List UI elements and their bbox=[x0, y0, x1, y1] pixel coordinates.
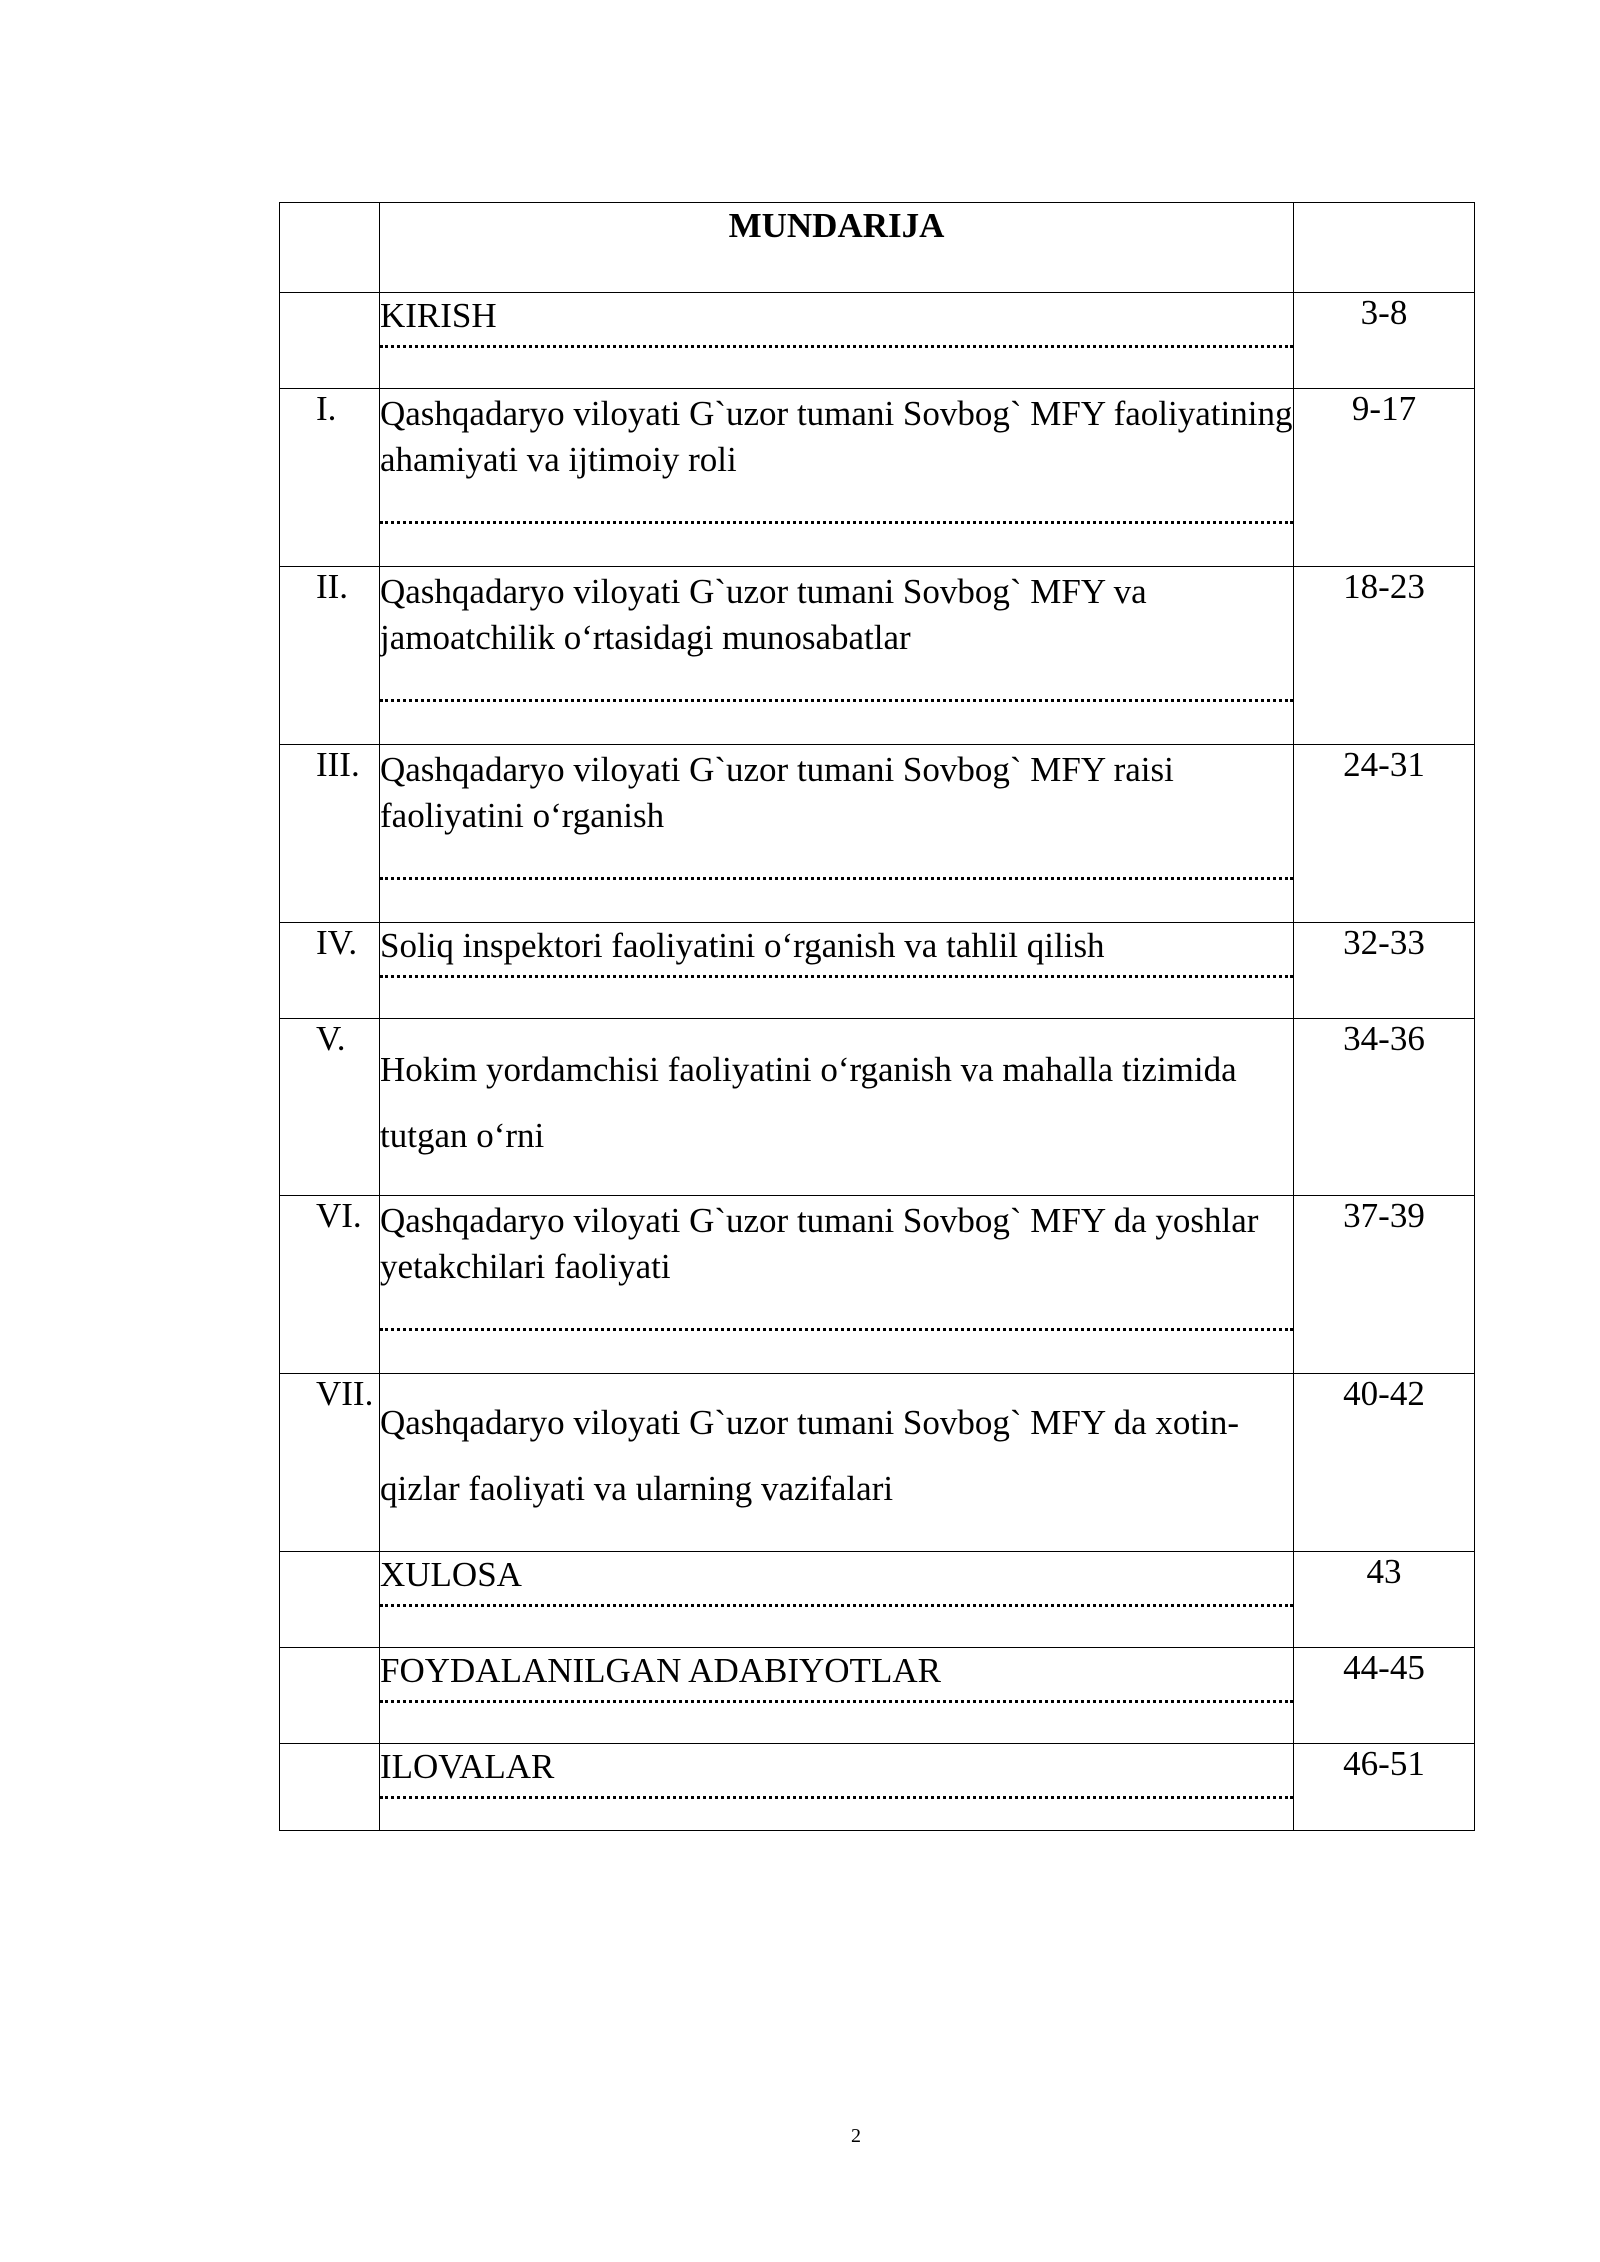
dot-leader bbox=[380, 345, 1293, 348]
dot-leader bbox=[380, 975, 1293, 978]
toc-row-pages: 32-33 bbox=[1294, 923, 1475, 1019]
toc-row-title-cell bbox=[380, 1196, 1294, 1374]
toc-row bbox=[280, 1552, 1475, 1648]
toc-row-num bbox=[280, 293, 380, 389]
toc-row-num: VII. bbox=[280, 1374, 380, 1552]
toc-row bbox=[280, 567, 1475, 745]
toc-row-title-cell bbox=[380, 745, 1294, 923]
toc-row-title: FOYDALANILGAN ADABIYOTLAR bbox=[380, 1651, 941, 1690]
toc-row bbox=[280, 1648, 1475, 1744]
toc-row-pages: 9-17 bbox=[1294, 389, 1475, 567]
dot-leader bbox=[380, 521, 1293, 524]
toc-row-num: VI. bbox=[280, 1196, 380, 1374]
toc-header-num-cell bbox=[280, 203, 380, 293]
toc-row-title-cell bbox=[380, 567, 1294, 745]
toc-heading: MUNDARIJA bbox=[380, 203, 1294, 293]
toc-row-pages: 34-36 bbox=[1294, 1019, 1475, 1196]
toc-row-title: Qashqadaryo viloyati G`uzor tumani Sovbog` MFY da xotin-qizlar faoliyati va ularning vazifalari bbox=[380, 1403, 1239, 1508]
dot-leader bbox=[380, 1796, 1293, 1799]
toc-row-title: KIRISH bbox=[380, 296, 497, 335]
toc-row-pages: 46-51 bbox=[1294, 1744, 1475, 1831]
toc-row-pages: 40-42 bbox=[1294, 1374, 1475, 1552]
toc-header-page-cell bbox=[1294, 203, 1475, 293]
toc-row bbox=[280, 1744, 1475, 1831]
toc-row-num: II. bbox=[280, 567, 380, 745]
dot-leader bbox=[380, 699, 1293, 702]
toc-row-title-cell bbox=[380, 1374, 1294, 1552]
toc-row-title: Hokim yordamchisi faoliyatini o‘rganish va mahalla tizimida tutgan o‘rni bbox=[380, 1050, 1237, 1155]
toc-row-num: V. bbox=[280, 1019, 380, 1196]
toc-row-title: XULOSA bbox=[380, 1555, 522, 1594]
toc-row-num: I. bbox=[280, 389, 380, 567]
toc-row-title: Soliq inspektori faoliyatini o‘rganish va tahlil qilish bbox=[380, 926, 1105, 965]
toc-row-num bbox=[280, 1648, 380, 1744]
toc-row-pages: 37-39 bbox=[1294, 1196, 1475, 1374]
toc-row-title: Qashqadaryo viloyati G`uzor tumani Sovbog` MFY raisi faoliyatini o‘rganish bbox=[380, 750, 1174, 835]
dot-leader bbox=[380, 1700, 1293, 1703]
toc-row bbox=[280, 1196, 1475, 1374]
toc-header-row bbox=[280, 203, 1475, 293]
toc-row-title-cell bbox=[380, 1648, 1294, 1744]
dot-leader bbox=[380, 877, 1293, 880]
toc-row-title: ILOVALAR bbox=[380, 1747, 555, 1786]
dot-leader bbox=[380, 1328, 1293, 1331]
toc-row-pages: 43 bbox=[1294, 1552, 1475, 1648]
toc-row bbox=[280, 923, 1475, 1019]
toc-row-pages: 3-8 bbox=[1294, 293, 1475, 389]
toc-row-title: Qashqadaryo viloyati G`uzor tumani Sovbog` MFY da yoshlar yetakchilari faoliyati bbox=[380, 1201, 1259, 1286]
toc-row-title: Qashqadaryo viloyati G`uzor tumani Sovbog` MFY faoliyatining ahamiyati va ijtimoiy roli bbox=[380, 394, 1293, 479]
toc-row-title-cell bbox=[380, 389, 1294, 567]
toc-row-pages: 44-45 bbox=[1294, 1648, 1475, 1744]
table-of-contents bbox=[279, 202, 1475, 1831]
toc-row bbox=[280, 1019, 1475, 1196]
toc-row-title-cell bbox=[380, 293, 1294, 389]
toc-row bbox=[280, 389, 1475, 567]
page-number: 2 bbox=[851, 2125, 861, 2147]
dot-leader bbox=[380, 1604, 1293, 1607]
toc-row bbox=[280, 745, 1475, 923]
toc-row-title-cell bbox=[380, 1744, 1294, 1831]
toc-row-pages: 18-23 bbox=[1294, 567, 1475, 745]
toc-row bbox=[280, 1374, 1475, 1552]
toc-row-title-cell bbox=[380, 1019, 1294, 1196]
toc-row-num bbox=[280, 1552, 380, 1648]
toc-row-title-cell bbox=[380, 1552, 1294, 1648]
toc-row-title: Qashqadaryo viloyati G`uzor tumani Sovbog` MFY va jamoatchilik o‘rtasidagi munosabatlar bbox=[380, 572, 1147, 657]
toc-row-title-cell bbox=[380, 923, 1294, 1019]
toc-row-num: IV. bbox=[280, 923, 380, 1019]
toc-row-num: III. bbox=[280, 745, 380, 923]
toc-row-num bbox=[280, 1744, 380, 1831]
toc-row bbox=[280, 293, 1475, 389]
toc-row-pages: 24-31 bbox=[1294, 745, 1475, 923]
